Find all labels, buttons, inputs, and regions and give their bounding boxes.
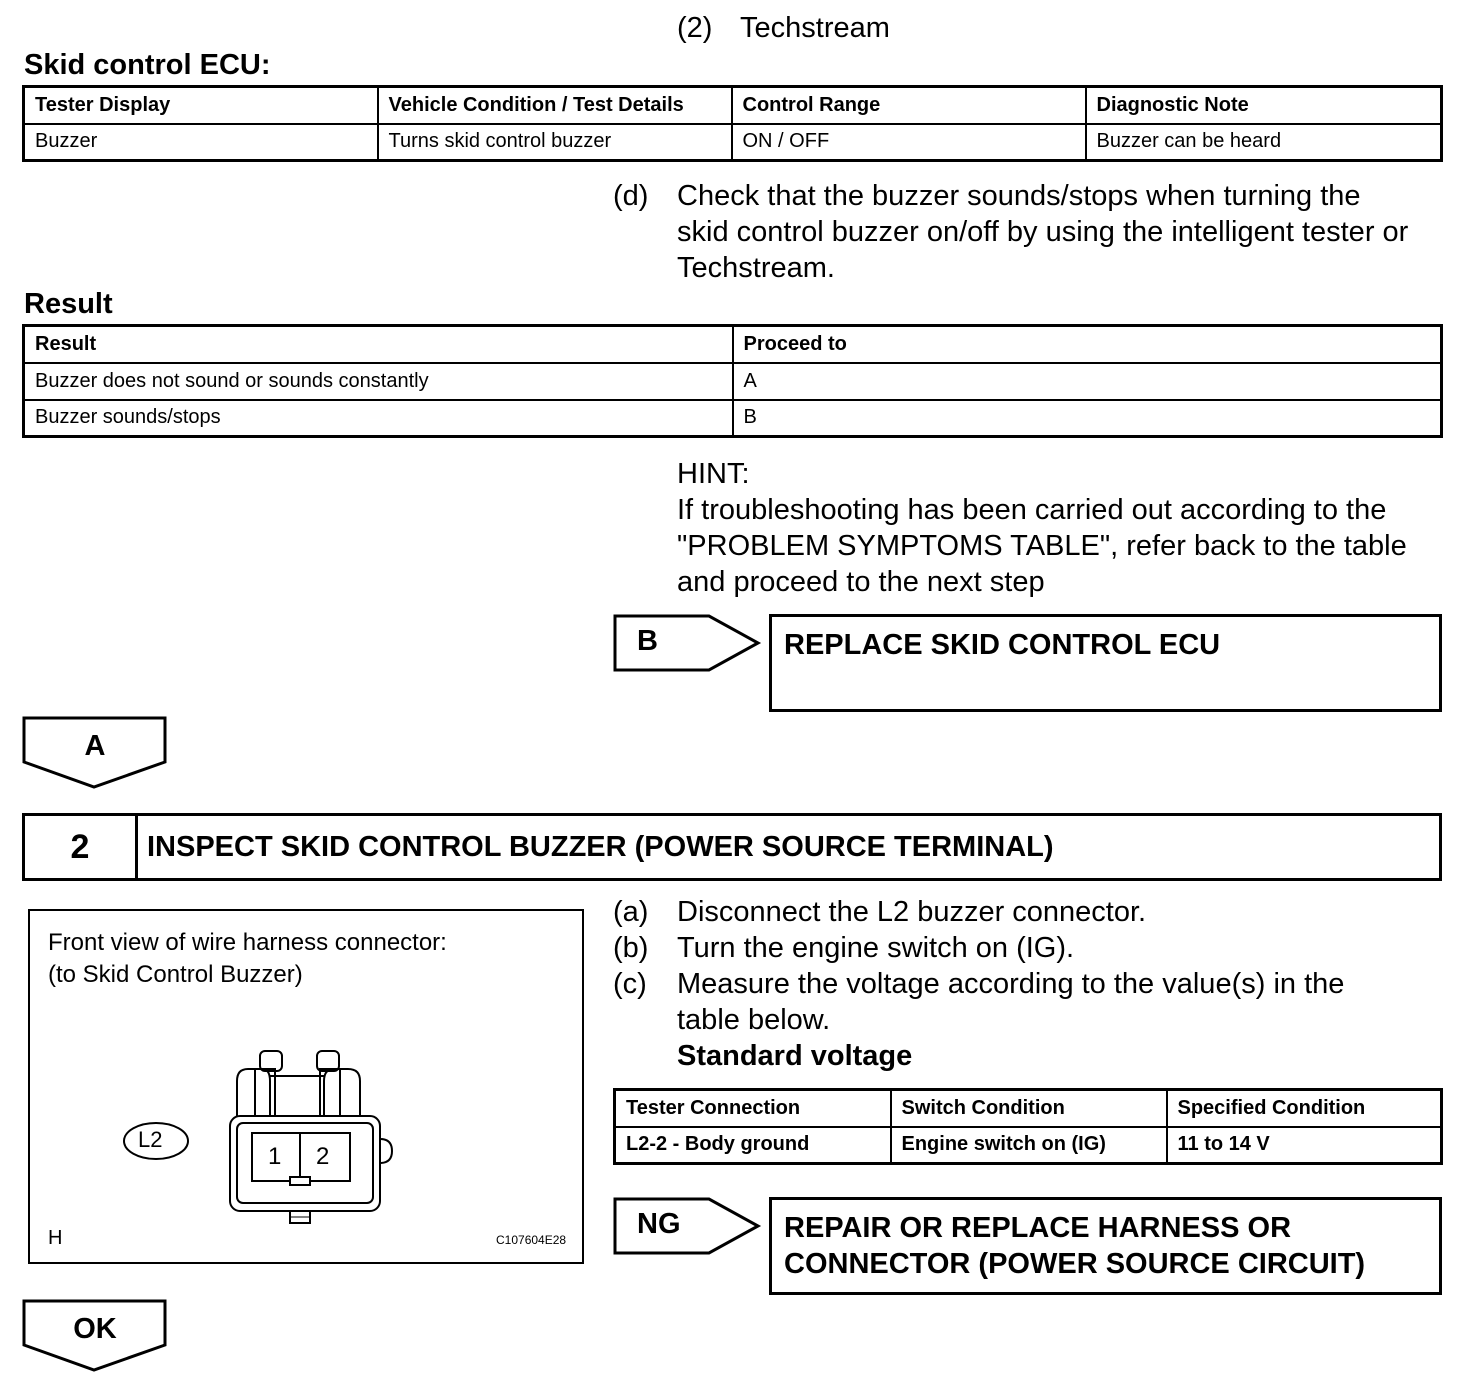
branch-ng-arrow xyxy=(613,1197,763,1255)
table-header-row xyxy=(24,326,1442,363)
table-cell: Buzzer xyxy=(24,124,378,161)
table-cell: Turns skid control buzzer xyxy=(378,124,732,161)
branch-ng-action-box xyxy=(769,1197,1442,1295)
step-a-text: Disconnect the L2 buzzer connector. xyxy=(677,896,1147,928)
table-cell: L2-2 - Body ground xyxy=(615,1127,891,1164)
table-cell: 11 to 14 V xyxy=(1167,1127,1442,1164)
table-row xyxy=(24,400,1442,437)
branch-ng-action-line-2: CONNECTOR (POWER SOURCE CIRCUIT) xyxy=(784,1248,1366,1280)
table-header-cell: Control Range xyxy=(732,87,1086,124)
table-cell: Buzzer sounds/stops xyxy=(24,400,733,437)
branch-b-action-box xyxy=(769,614,1442,712)
result-section-title: Result xyxy=(24,288,113,320)
step-2-header xyxy=(22,813,1442,881)
figure-corner-label: H xyxy=(48,1227,63,1249)
branch-ok-tag: OK xyxy=(73,1313,117,1345)
table-header-row xyxy=(615,1090,1442,1127)
step-b-label: (b) xyxy=(613,932,649,964)
table-header-cell: Switch Condition xyxy=(891,1090,1167,1127)
hint-line-3: and proceed to the next step xyxy=(677,566,1045,598)
table-cell: ON / OFF xyxy=(732,124,1086,161)
hint-label: HINT: xyxy=(677,458,750,490)
step-d-line-1: Check that the buzzer sounds/stops when turning the xyxy=(677,180,1361,212)
branch-b-arrow xyxy=(613,614,763,672)
standard-voltage-title: Standard voltage xyxy=(677,1040,913,1072)
table-header-row xyxy=(24,87,1442,124)
table-row xyxy=(615,1127,1442,1164)
step-number: 2 xyxy=(25,816,138,878)
step-title: INSPECT SKID CONTROL BUZZER (POWER SOURCE TERMINAL) xyxy=(147,830,1054,863)
figure-code: C107604E28 xyxy=(496,1233,567,1247)
right-arrow-icon xyxy=(613,1197,763,1255)
right-arrow-icon xyxy=(613,614,763,672)
table-cell: Engine switch on (IG) xyxy=(891,1127,1167,1164)
branch-a-arrow xyxy=(22,716,168,790)
branch-a-tag: A xyxy=(84,730,106,762)
table-header-cell: Diagnostic Note xyxy=(1086,87,1442,124)
table-cell: A xyxy=(733,363,1442,400)
ecu-active-test-table xyxy=(22,85,1443,162)
table-row xyxy=(24,124,1442,161)
branch-ng-action-line-1: REPAIR OR REPLACE HARNESS OR xyxy=(784,1212,1292,1244)
techstream-step-label: (2) xyxy=(677,12,713,44)
branch-ok-arrow xyxy=(22,1299,168,1373)
ecu-section-title: Skid control ECU: xyxy=(24,49,271,81)
pin-1-label: 1 xyxy=(268,1143,282,1170)
table-header-cell: Tester Display xyxy=(24,87,378,124)
step-c-label: (c) xyxy=(613,968,647,1000)
table-cell: B xyxy=(733,400,1442,437)
figure-caption-line-2: (to Skid Control Buzzer) xyxy=(48,961,303,988)
table-header-cell: Specified Condition xyxy=(1167,1090,1442,1127)
table-cell: Buzzer can be heard xyxy=(1086,124,1442,161)
connector-drawing xyxy=(30,911,582,1262)
table-row xyxy=(24,363,1442,400)
figure-caption-line-1: Front view of wire harness connector: xyxy=(48,929,447,956)
branch-b-tag: B xyxy=(637,625,658,657)
result-table xyxy=(22,324,1443,438)
techstream-heading: Techstream xyxy=(740,12,890,44)
connector-id-label: L2 xyxy=(138,1127,163,1152)
table-header-cell: Vehicle Condition / Test Details xyxy=(378,87,732,124)
branch-b-action: REPLACE SKID CONTROL ECU xyxy=(784,629,1221,661)
table-header-cell: Proceed to xyxy=(733,326,1442,363)
table-header-cell: Tester Connection xyxy=(615,1090,891,1127)
step-c-text-2: table below. xyxy=(677,1004,831,1036)
step-b-text: Turn the engine switch on (IG). xyxy=(677,932,1075,964)
hint-line-1: If troubleshooting has been carried out according to the xyxy=(677,494,1387,526)
pin-2-label: 2 xyxy=(316,1143,330,1170)
hint-line-2: "PROBLEM SYMPTOMS TABLE", refer back to the table xyxy=(677,530,1407,562)
branch-ng-tag: NG xyxy=(637,1208,681,1240)
step-a-label: (a) xyxy=(613,896,649,928)
step-d-label: (d) xyxy=(613,180,649,212)
connector-figure xyxy=(28,909,584,1264)
standard-voltage-table xyxy=(613,1088,1443,1165)
step-c-text: Measure the voltage according to the value(s) in the xyxy=(677,968,1345,1000)
table-cell: Buzzer does not sound or sounds constantly xyxy=(24,363,733,400)
table-header-cell: Result xyxy=(24,326,733,363)
step-d-line-2: skid control buzzer on/off by using the intelligent tester or xyxy=(677,216,1409,248)
step-d-line-3: Techstream. xyxy=(677,252,835,284)
